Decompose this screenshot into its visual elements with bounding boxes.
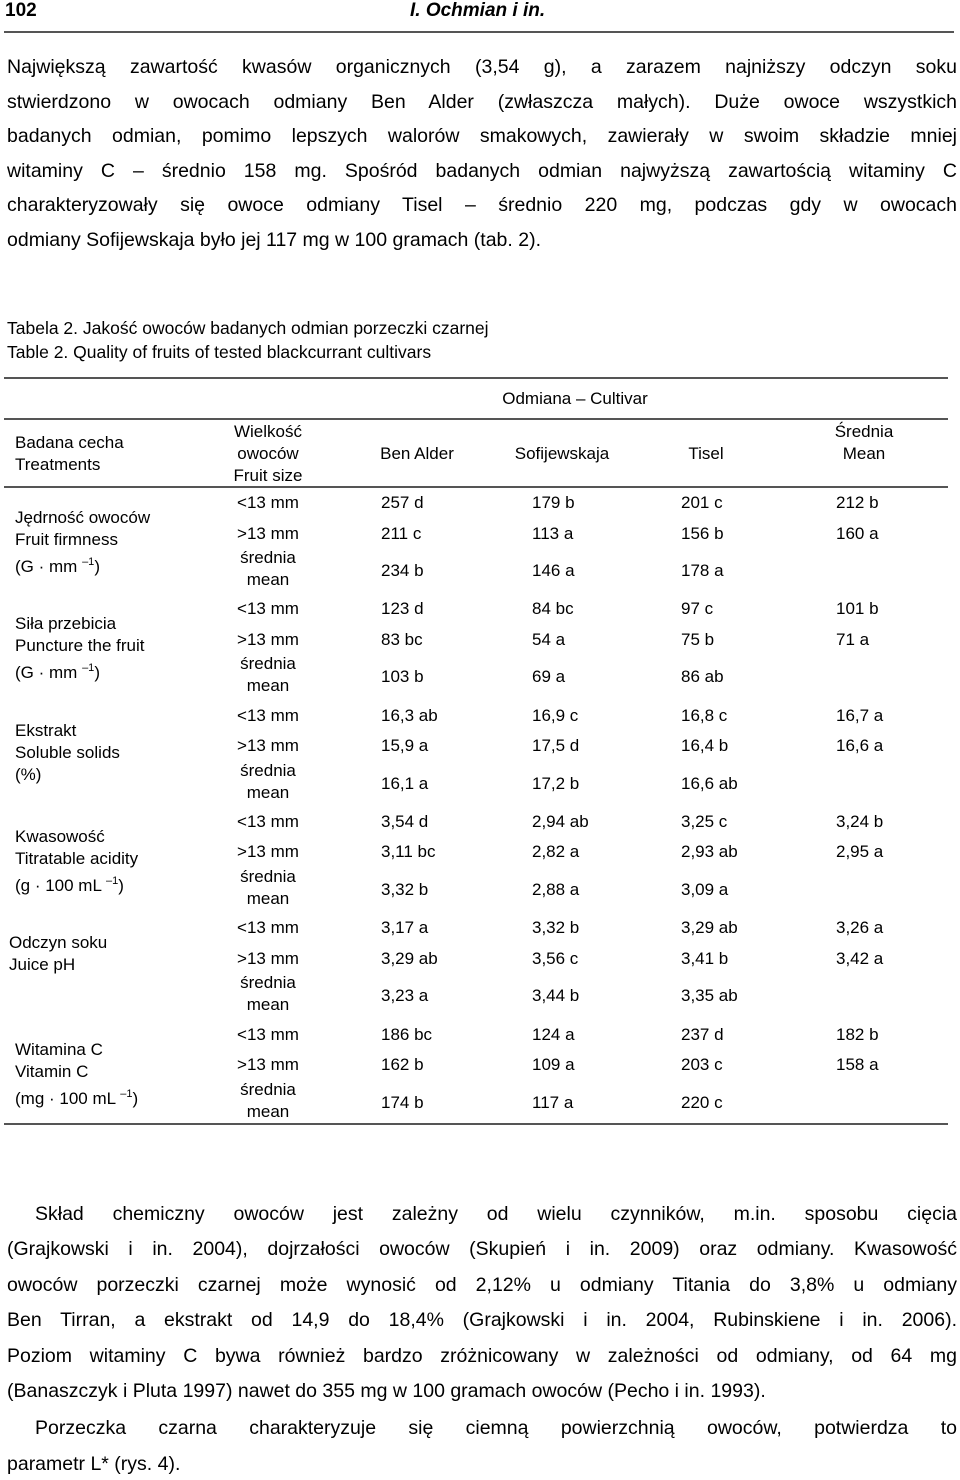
- table-cell: 16,4 b: [681, 736, 729, 756]
- text-line: stwierdzono w owocach odmiany Ben Alder (zwłaszcza małych). Duże owoce wszystkich: [7, 90, 957, 113]
- text-line: badanych odmian, pomimo lepszych walorów smakowych, zawierały w swoim składzie mniej: [7, 125, 957, 147]
- table-cell: 3,35 ab: [681, 986, 738, 1006]
- size-mean-pl: średnia: [240, 866, 296, 886]
- table-cell: 158 a: [836, 1055, 879, 1074]
- page-number: 102: [5, 0, 37, 21]
- table-cell: 69 a: [532, 667, 566, 687]
- table-cell: 2,88 a: [532, 879, 580, 899]
- label-line: (G · mm: [15, 557, 78, 576]
- table-cell: 16,1 a: [381, 773, 429, 793]
- table-cell: 16,7 a: [836, 705, 884, 725]
- label-line: Odczyn soku: [9, 933, 108, 953]
- table-cell: 101 b: [836, 599, 879, 619]
- label-line: Ekstrakt: [15, 720, 77, 740]
- fruit-size-header: Wielkość owoców Fruit size: [233, 422, 303, 485]
- col-ben-alder: Ben Alder: [380, 444, 454, 463]
- table-cell: 3,56 c: [532, 948, 579, 968]
- superscript: –1: [82, 556, 95, 568]
- label-close: ): [132, 1088, 139, 1108]
- label-close: ): [94, 663, 100, 683]
- table-cell: 2,93 ab: [681, 842, 738, 862]
- text-line: Skład chemiczny owoców jest zależny od wielu czynników, m.in. sposobu cięcia: [35, 1203, 957, 1225]
- table-cell: 201 c: [681, 493, 723, 512]
- label-line: (g · 100 mL: [15, 875, 102, 895]
- table-cell: 75 b: [681, 629, 715, 649]
- superscript: –1: [120, 1087, 133, 1100]
- table-cell: 16,6 a: [836, 736, 884, 756]
- size-large: >13 mm: [237, 736, 299, 756]
- table-cell: 3,32 b: [532, 918, 580, 938]
- table-cell: 3,25 c: [681, 811, 728, 831]
- size-mean-en: mean: [246, 782, 290, 802]
- text-line: Poziom witaminy C bywa również bardzo zróżnicowany w zależności od odmiany, od 64 mg: [7, 1345, 957, 1367]
- table-cell: 237 d: [681, 1024, 724, 1044]
- text-line: odmiany Sofijewskaja było jej 117 mg w 100 gramach (tab. 2).: [7, 228, 541, 251]
- table-cell: 3,32 b: [381, 879, 429, 899]
- table-cell: 3,26 a: [836, 918, 884, 938]
- size-large: >13 mm: [237, 842, 299, 862]
- header-rule: [4, 31, 954, 33]
- label-line: Vitamin C: [15, 1061, 89, 1081]
- label-close: ): [94, 557, 100, 576]
- label-line: Juice pH: [9, 955, 76, 975]
- label-line: (mg · 100 mL: [15, 1088, 116, 1108]
- table-cell: 2,95 a: [836, 842, 884, 862]
- col-mean: Średnia Mean: [834, 422, 894, 463]
- table-cell: 3,41 b: [681, 948, 729, 968]
- table-cell: 83 bc: [381, 629, 423, 649]
- text-line: parametr L* (rys. 4).: [7, 1453, 181, 1475]
- running-title: I. Ochmian i in.: [410, 0, 546, 21]
- treatment-header: Badana cecha Treatments: [15, 433, 124, 474]
- label-line: Fruit firmness: [15, 530, 118, 549]
- treatment-label: [15, 1039, 138, 1110]
- table-cell: 174 b: [381, 1092, 424, 1112]
- size-small: <13 mm: [237, 1024, 299, 1044]
- table-caption-en: Table 2. Quality of fruits of tested blackcurrant cultivars: [7, 342, 432, 362]
- size-mean-en: mean: [246, 570, 290, 589]
- text-line: (Grajkowski i in. 2004), dojrzałości owoców (Skupień i in. 2009) oraz odmiany. Kwasowość: [7, 1238, 957, 1260]
- table-cell: 16,3 ab: [381, 705, 438, 725]
- label-line: Titratable acidity: [15, 848, 139, 868]
- table-bottom-rule: [4, 1123, 948, 1125]
- size-small: <13 mm: [237, 493, 299, 512]
- table-cell: 211 c: [381, 523, 422, 543]
- label-line: Soluble solids: [15, 742, 120, 762]
- size-mean-pl: średnia: [240, 548, 296, 567]
- table-caption-pl: Tabela 2. Jakość owoców badanych odmian porzeczki czarnej: [7, 318, 489, 338]
- size-mean-en: mean: [246, 995, 290, 1015]
- size-mean-pl: średnia: [240, 654, 296, 674]
- header-bottom-rule: [4, 486, 948, 488]
- table-cell: 3,11 bc: [381, 842, 436, 862]
- table-cell: 113 a: [532, 523, 574, 543]
- table-cell: 160 a: [836, 523, 879, 543]
- table-cell: 84 bc: [532, 599, 574, 619]
- table-cell: 234 b: [381, 561, 424, 580]
- treatment-label: [15, 613, 144, 684]
- size-small: <13 mm: [237, 811, 299, 831]
- table-cell: 203 c: [681, 1055, 723, 1074]
- table-top-rule: [4, 377, 948, 379]
- text-line: witaminy C – średnio 158 mg. Spośród badanych odmian najwyższą zawartością witaminy C: [7, 159, 957, 182]
- table-cell: 3,29 ab: [381, 948, 438, 968]
- table-cell: 109 a: [532, 1055, 575, 1074]
- treatment-label: [15, 826, 138, 897]
- table-cell: 123 d: [381, 599, 424, 619]
- table-cell: 3,17 a: [381, 918, 429, 938]
- treatment-label: [9, 932, 107, 976]
- size-mean-en: mean: [246, 888, 290, 908]
- text-line: Porzeczka czarna charakteryzuje się ciemną powierzchnią owoców, potwierdza to: [35, 1417, 957, 1439]
- table-cell: 15,9 a: [381, 736, 429, 756]
- table-cell: 3,54 d: [381, 811, 429, 831]
- col-tisel: Tisel: [688, 444, 724, 463]
- table-cell: 257 d: [381, 493, 424, 512]
- table-cell: 124 a: [532, 1024, 575, 1044]
- treatment-label: [15, 720, 120, 786]
- size-small: <13 mm: [237, 599, 299, 619]
- label-line: Siła przebicia: [15, 614, 117, 634]
- text-line: Największą zawartość kwasów organicznych (3,54 g), a zarazem najniższy odczyn soku: [7, 56, 957, 78]
- table-cell: 3,24 b: [836, 811, 884, 831]
- text-line: charakteryzowały się owoce odmiany Tisel – średnio 220 mg, podczas gdy w owocach: [7, 194, 957, 216]
- table-cell: 146 a: [532, 561, 575, 580]
- size-mean-en: mean: [246, 676, 290, 696]
- size-small: <13 mm: [237, 705, 299, 725]
- table-cell: 17,5 d: [532, 736, 580, 756]
- superscript: –1: [82, 662, 95, 675]
- table-cell: 212 b: [836, 493, 879, 512]
- size-large: >13 mm: [237, 629, 299, 649]
- size-small: <13 mm: [237, 918, 299, 938]
- table-cell: 16,9 c: [532, 705, 579, 725]
- table-cell: 186 bc: [381, 1024, 433, 1044]
- table-cell: 178 a: [681, 561, 724, 580]
- size-large: >13 mm: [237, 948, 299, 968]
- table-cell: 156 b: [681, 523, 724, 543]
- text-line: (Banaszczyk i Pluta 1997) nawet do 355 mg w 100 gramach owoców (Pecho i in. 1993).: [7, 1380, 766, 1402]
- table-cell: 3,09 a: [681, 879, 729, 899]
- size-mean-pl: średnia: [240, 973, 296, 993]
- table-cell: 103 b: [381, 667, 424, 687]
- col-sofijewskaja: Sofijewskaja: [514, 444, 610, 463]
- table-cell: 17,2 b: [532, 773, 580, 793]
- table-cell: 3,29 ab: [681, 918, 738, 938]
- table-cell: 86 ab: [681, 667, 724, 687]
- label-line: (%): [15, 764, 42, 784]
- table-cell: 2,94 ab: [532, 811, 589, 831]
- superscript: –1: [106, 874, 119, 887]
- cultivar-header-rule: [4, 418, 948, 420]
- table-cell: 220 c: [681, 1092, 723, 1112]
- size-mean-en: mean: [246, 1101, 290, 1121]
- label-line: Witamina C: [15, 1039, 103, 1059]
- table-cell: 71 a: [836, 629, 870, 649]
- size-large: >13 mm: [237, 1055, 299, 1074]
- label-line: Jędrność owoców: [15, 508, 151, 527]
- table-cell: 16,8 c: [681, 705, 728, 725]
- treatment-label: [15, 507, 150, 578]
- table-cell: 3,42 a: [836, 948, 884, 968]
- table-cell: 97 c: [681, 599, 714, 619]
- text-line: owoców porzeczki czarnej może wynosić od 2,12% u odmiany Titania do 3,8% u odmiany: [7, 1274, 957, 1296]
- cultivar-header: Odmiana – Cultivar: [502, 389, 648, 408]
- table-cell: 3,44 b: [532, 986, 580, 1006]
- label-line: Puncture the fruit: [15, 636, 145, 656]
- table-cell: 54 a: [532, 629, 566, 649]
- table-cell: 3,23 a: [381, 986, 429, 1006]
- table-cell: 16,6 ab: [681, 773, 738, 793]
- table-cell: 182 b: [836, 1024, 879, 1044]
- table-cell: 179 b: [532, 493, 575, 512]
- table-cell: 162 b: [381, 1055, 424, 1074]
- table-cell: 2,82 a: [532, 842, 580, 862]
- table-cell: 117 a: [532, 1092, 574, 1112]
- text-line: Ben Tirran, a ekstrakt od 14,9 do 18,4% (Grajkowski i in. 2004, Rubinskiene i in. 2006).: [7, 1309, 957, 1331]
- size-mean-pl: średnia: [240, 760, 296, 780]
- label-line: (G · mm: [15, 663, 78, 683]
- label-line: Kwasowość: [15, 826, 105, 846]
- size-large: >13 mm: [237, 523, 299, 543]
- label-close: ): [118, 875, 124, 895]
- size-mean-pl: średnia: [240, 1079, 296, 1099]
